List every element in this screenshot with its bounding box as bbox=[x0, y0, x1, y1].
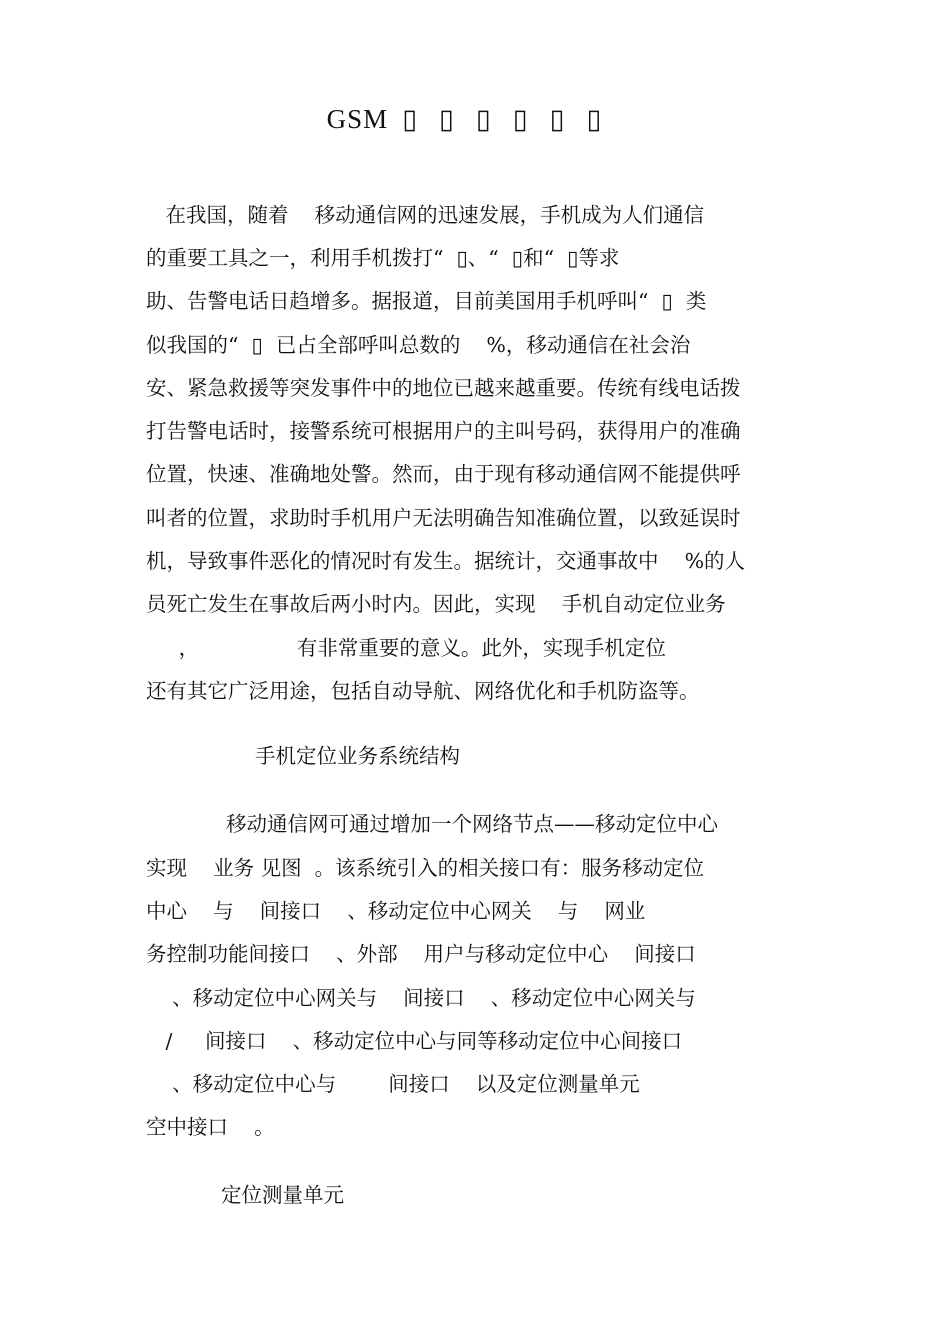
para2-line: 中心 与 间接口 、移动定位中心网关 与 网业 bbox=[146, 899, 646, 923]
para1-line: ， 有非常重要的意义。此外，实现手机定位 bbox=[146, 636, 666, 660]
para1-line: 的重要工具之一，利用手机拨打“ ▯、“ ▯和“ ▯等求 bbox=[146, 246, 620, 270]
para2-line: 、移动定位中心网关与 间接口 、移动定位中心网关与 bbox=[146, 986, 696, 1010]
para1-line: 机，导致事件恶化的情况时有发生。据统计，交通事故中 %的人 bbox=[146, 549, 746, 573]
para1-line: 助、告警电话日趋增多。据报道，目前美国用手机呼叫“ ▯ 类 bbox=[146, 289, 707, 313]
para1-line: 安、紧急救援等突发事件中的地位已越来越重要。传统有线电话拨 bbox=[146, 376, 741, 400]
para1-line: 员死亡发生在事故后两小时内。因此，实现 手机自动定位业务 bbox=[146, 592, 726, 616]
section-heading: 手机定位业务系统结构 bbox=[255, 744, 460, 768]
para2-line: 移动通信网可通过增加一个网络节点——移动定位中心 bbox=[226, 812, 718, 836]
para2-line: / 间接口 、移动定位中心与同等移动定位中心间接口 bbox=[146, 1029, 683, 1053]
para2-line: 、移动定位中心与 间接口 以及定位测量单元 bbox=[146, 1072, 640, 1096]
para1-line: 位置，快速、准确地处警。然而，由于现有移动通信网不能提供呼 bbox=[146, 462, 741, 486]
para2-line: 实现 业务 见图 。该系统引入的相关接口有：服务移动定位 bbox=[146, 856, 705, 880]
para1-line: 打告警电话时，接警系统可根据用户的主叫号码，获得用户的准确 bbox=[146, 419, 741, 443]
para1-line: 似我国的“ ▯ 已占全部呼叫总数的 %，移动通信在社会治 bbox=[146, 333, 691, 357]
para1-line: 还有其它广泛用途，包括自动导航、网络优化和手机防盗等。 bbox=[146, 679, 700, 703]
para2-line: 空中接口 。 bbox=[146, 1115, 275, 1139]
title-prefix: GSM bbox=[326, 104, 389, 134]
section-heading: 定位测量单元 bbox=[221, 1183, 344, 1207]
para2-line: 务控制功能间接口 、外部 用户与移动定位中心 间接口 bbox=[146, 942, 696, 966]
para1-line: 叫者的位置，求助时手机用户无法明确告知准确位置，以致延误时 bbox=[146, 506, 741, 530]
para1-line: 在我国，随着 移动通信网的迅速发展，手机成为人们通信 bbox=[146, 203, 705, 227]
title-missing-glyphs: ▯▯▯▯▯▯ bbox=[402, 104, 624, 134]
document-title bbox=[0, 104, 950, 135]
